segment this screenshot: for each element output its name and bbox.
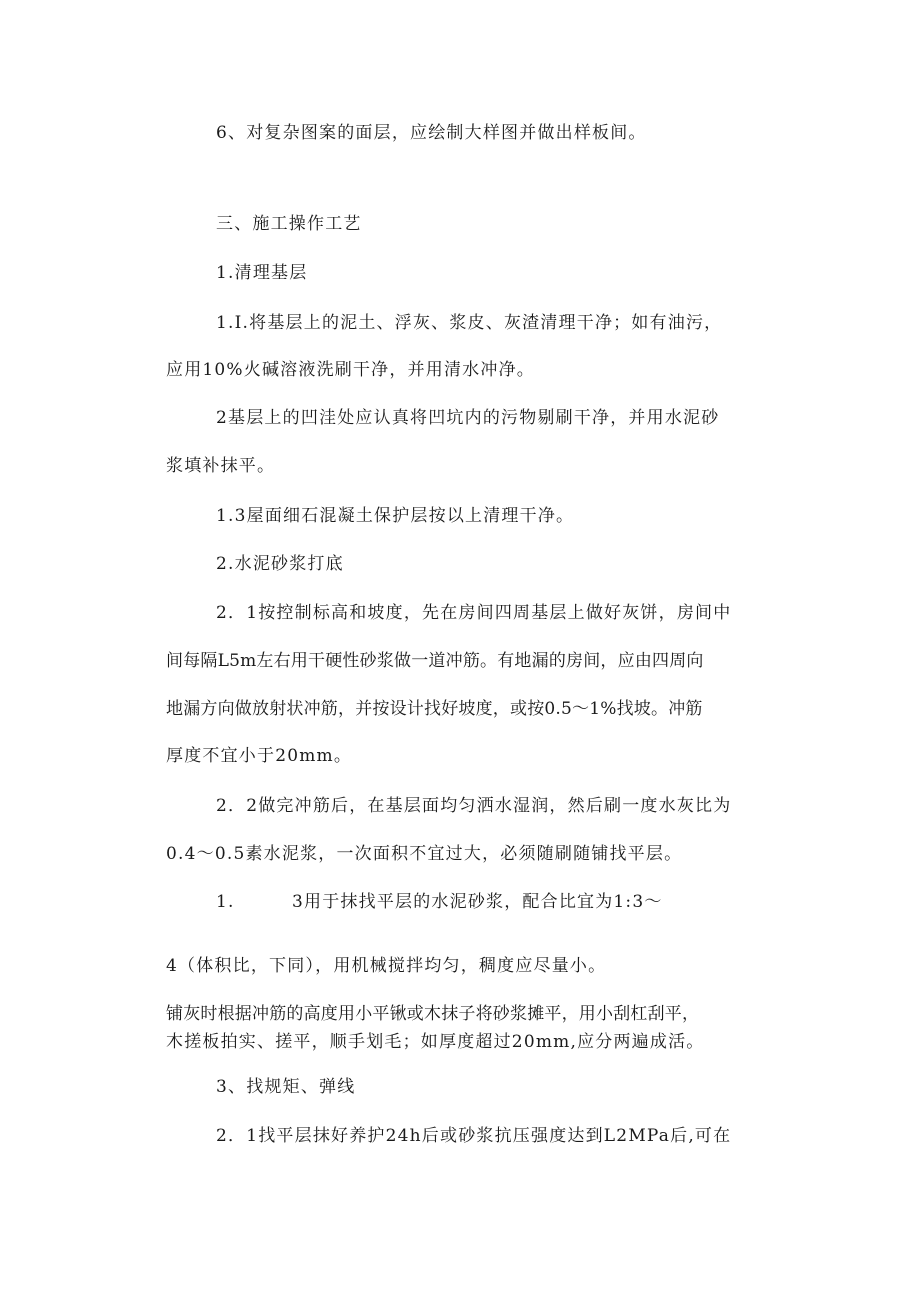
paragraph-2-3-line-2: 4（体积比，下同），用机械搅拌均匀，稠度应尽量小。 bbox=[166, 956, 607, 976]
subheading-clean-base: 1.清理基层 bbox=[216, 263, 308, 283]
paragraph-spread-line-2: 木搓板拍实、搓平，顺手划毛；如厚度超过20mm,应分两遍成活。 bbox=[166, 1032, 705, 1052]
subheading-layout-lines: 3、找规矩、弹线 bbox=[216, 1077, 356, 1097]
paragraph-item-6: 6、对复杂图案的面层，应绘制大样图并做出样板间。 bbox=[216, 123, 647, 143]
paragraph-2-1-line-4: 厚度不宜小于20mm。 bbox=[166, 746, 353, 766]
paragraph-2-1-line-1: 2．1按控制标高和坡度，先在房间四周基层上做好灰饼，房间中 bbox=[216, 603, 732, 623]
subheading-mortar-base: 2.水泥砂浆打底 bbox=[216, 554, 344, 574]
paragraph-spread-line-1: 铺灰时根据冲筋的高度用小平锹或木抹子将砂浆摊平，用小刮杠刮平， bbox=[166, 1004, 700, 1024]
paragraph-1-1-line-1: 1.I.将基层上的泥土、浮灰、浆皮、灰渣清理干净；如有油污， bbox=[216, 313, 723, 333]
section-heading-construction-process: 三、施工操作工艺 bbox=[216, 214, 362, 234]
paragraph-2-3-line-1: 3用于抹找平层的水泥砂浆，配合比宜为1:3～ bbox=[292, 892, 663, 912]
paragraph-2-1-line-2: 间每隔L5m左右用干硬性砂浆做一道冲筋。有地漏的房间，应由四周向 bbox=[166, 651, 704, 671]
paragraph-1-3: 1.3屋面细石混凝土保护层按以上清理干净。 bbox=[216, 506, 575, 526]
paragraph-3-1-line-1: 2．1找平层抹好养护24h后或砂浆抗压强度达到L2MPa后,可在 bbox=[216, 1126, 732, 1146]
paragraph-1-1-line-2: 应用10%火碱溶液洗刷干净，并用清水冲净。 bbox=[166, 360, 535, 380]
paragraph-2-1-line-3: 地漏方向做放射状冲筋，并按设计找好坡度，或按0.5～1%找坡。冲筋 bbox=[166, 699, 703, 719]
paragraph-1-2-line-2: 浆填补抹平。 bbox=[166, 456, 276, 476]
paragraph-2-2-line-1: 2．2做完冲筋后，在基层面均匀洒水湿润，然后刷一度水灰比为 bbox=[216, 796, 732, 816]
paragraph-2-3-number: 1. bbox=[216, 892, 235, 912]
paragraph-2-2-line-2: 0.4～0.5素水泥浆，一次面积不宜过大，必须随刷随铺找平层。 bbox=[166, 844, 683, 864]
paragraph-1-2-line-1: 2基层上的凹洼处应认真将凹坑内的污物剔刷干净，并用水泥砂 bbox=[216, 408, 720, 428]
